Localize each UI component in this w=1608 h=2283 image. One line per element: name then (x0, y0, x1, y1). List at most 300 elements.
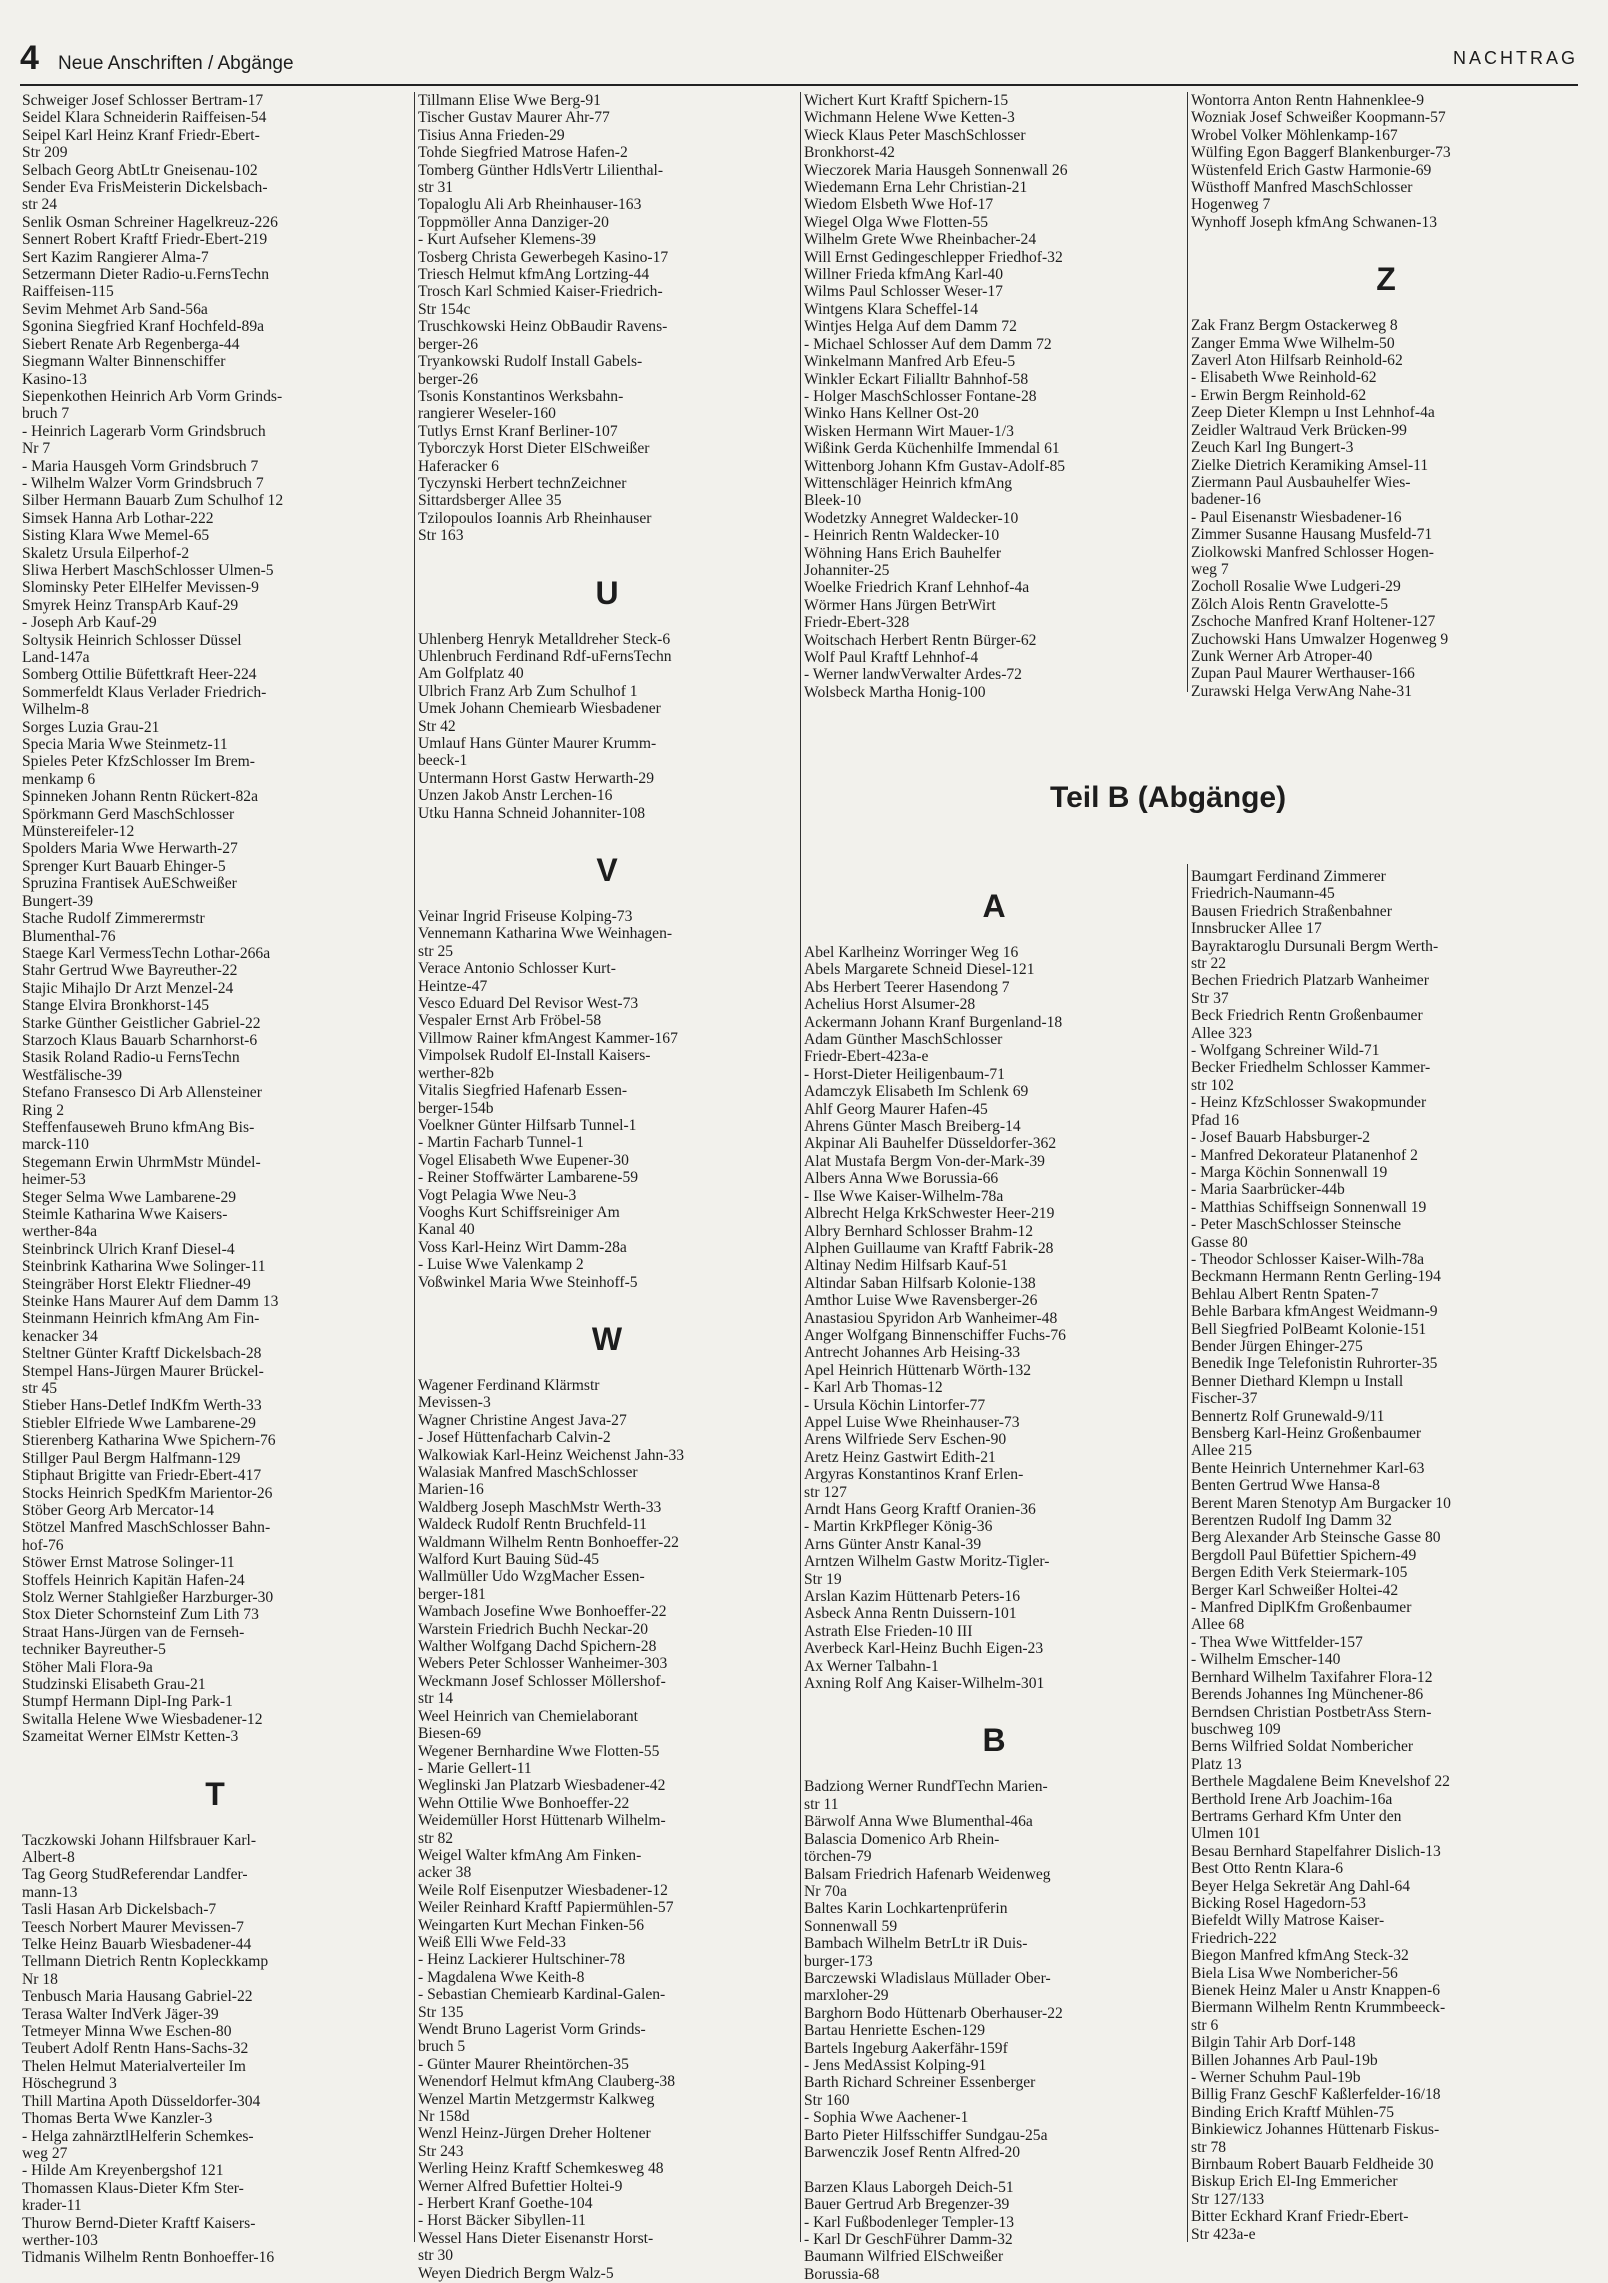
directory-entry: Setzermann Dieter Radio-u.FernsTechn (22, 266, 270, 284)
directory-entry: Blumenthal-76 (22, 927, 116, 945)
directory-entry: Wiedemann Erna Lehr Christian-21 (804, 179, 1028, 197)
directory-entry: - Sophia Wwe Aachener-1 (804, 2109, 969, 2127)
directory-entry: str 82 (418, 1829, 454, 1847)
directory-entry: Baumann Wilfried ElSchweißer (804, 2248, 1004, 2266)
directory-entry: Pfad 16 (1191, 1111, 1240, 1129)
directory-entry: Bausen Friedrich Straßenbahner (1191, 902, 1392, 920)
directory-entry: Arntzen Wilhelm Gastw Moritz-Tigler- (804, 1553, 1050, 1571)
directory-entry: Ahrens Günter Masch Breiberg-14 (804, 1118, 1021, 1136)
directory-entry: Ziermann Paul Ausbauhelfer Wies- (1191, 473, 1411, 491)
directory-entry: - Karl Fußbodenleger Templer-13 (804, 2213, 1015, 2231)
directory-entry: Wynhoff Joseph kfmAng Schwanen-13 (1191, 213, 1438, 231)
directory-entry: Ziolkowski Manfred Schlosser Hogen- (1191, 543, 1434, 561)
directory-entry: Stoffels Heinrich Kapitän Hafen-24 (22, 1571, 245, 1589)
directory-entry: Stolz Werner Stahlgießer Harzburger-30 (22, 1588, 274, 1606)
directory-entry: Billig Franz GeschF Kaßlerfelder-16/18 (1191, 2086, 1441, 2104)
directory-entry: Webers Peter Schlosser Wanheimer-303 (418, 1655, 668, 1673)
letter-heading: U (595, 574, 619, 611)
directory-entry: Silber Hermann Bauarb Zum Schulhof 12 (22, 492, 284, 510)
letter-heading: W (591, 1320, 623, 1357)
directory-entry: Szameitat Werner ElMstr Ketten-3 (22, 1728, 239, 1746)
directory-entry: Balsam Friedrich Hafenarb Weidenweg (804, 1865, 1051, 1883)
page-header (20, 38, 1578, 86)
directory-entry: - Ilse Wwe Kaiser-Wilhelm-78a (804, 1187, 1004, 1205)
directory-entry: - Horst-Dieter Heiligenbaum-71 (804, 1065, 1005, 1083)
directory-entry: - Josef Hüttenfacharb Calvin-2 (418, 1429, 611, 1447)
directory-entry: Steimle Katharina Wwe Kaisers- (22, 1206, 228, 1223)
directory-entry: Sonnenwall 59 (804, 1917, 898, 1935)
directory-entry: Werner Alfred Bufettier Holtei-9 (418, 2177, 623, 2195)
directory-entry: Bennertz Rolf Grunewald-9/11 (1191, 1407, 1385, 1425)
directory-entry: - Elisabeth Wwe Reinhold-62 (1191, 369, 1377, 387)
directory-entry: Stillger Paul Bergm Halfmann-129 (22, 1449, 241, 1467)
directory-entry: Wallmüller Udo WzgMacher Essen- (418, 1568, 645, 1586)
directory-entry: Werling Heinz Kraftf Schemkesweg 48 (418, 2160, 664, 2178)
directory-entry: Straat Hans-Jürgen van de Fernseh- (22, 1623, 245, 1641)
directory-entry: Unzen Jakob Anstr Lerchen-16 (418, 787, 613, 805)
directory-entry: - Horst Bäcker Sibyllen-11 (418, 2212, 586, 2230)
directory-entry: Untermann Horst Gastw Herwarth-29 (418, 769, 655, 787)
directory-entry: Wichmann Helene Wwe Ketten-3 (804, 109, 1015, 127)
directory-entry: Spinneken Johann Rentn Rückert-82a (22, 788, 259, 806)
directory-entry: - Heinrich Rentn Waldecker-10 (804, 527, 1000, 545)
directory-entry: krader-11 (22, 2197, 82, 2215)
directory-entry: Baumgart Ferdinand Zimmerer (1191, 868, 1386, 885)
directory-entry: - Reiner Stoffwärter Lambarene-59 (418, 1169, 639, 1187)
directory-entry: Bilgin Tahir Arb Dorf-148 (1191, 2034, 1356, 2052)
directory-entry: Stumpf Hermann Dipl-Ing Park-1 (22, 1693, 233, 1711)
directory-entry: Spieles Peter KfzSchlosser Im Brem- (22, 753, 255, 771)
directory-entry: Westfälische-39 (22, 1066, 123, 1084)
directory-entry: Zunk Werner Arb Atroper-40 (1191, 647, 1373, 665)
directory-entry: Veinar Ingrid Friseuse Kolping-73 (418, 908, 633, 926)
directory-entry: Binkiewicz Johannes Hüttenarb Fiskus- (1191, 2121, 1440, 2139)
directory-entry: Thurow Bernd-Dieter Kraftf Kaisers- (22, 2214, 256, 2232)
directory-entry: str 14 (418, 1690, 454, 1708)
directory-entry: Wehn Ottilie Wwe Bonhoeffer-22 (418, 1794, 630, 1812)
directory-entry: Sorges Luzia Grau-21 (22, 718, 160, 736)
directory-entry: Sgonina Siegfried Kranf Hochfeld-89a (22, 318, 265, 336)
directory-entry: werther-103 (22, 2231, 98, 2249)
directory-entry: Tidmanis Wilhelm Rentn Bonhoeffer-16 (22, 2249, 275, 2267)
directory-entry: Ahlf Georg Maurer Hafen-45 (804, 1100, 988, 1118)
directory-entry: Triesch Helmut kfmAng Lortzing-44 (418, 266, 650, 284)
directory-entry: - Joseph Arb Kauf-29 (22, 614, 157, 632)
directory-entry: Uhlenbruch Ferdinand Rdf-uFernsTechn (418, 647, 672, 665)
directory-entry: Steingräber Horst Elektr Fliedner-49 (22, 1275, 251, 1293)
directory-entry: Tyczynski Herbert technZeichner (418, 474, 627, 492)
directory-entry: Zuchowski Hans Umwalzer Hogenweg 9 (1191, 630, 1449, 648)
directory-entry: - Erwin Bergm Reinhold-62 (1191, 386, 1367, 404)
directory-entry: Barto Pieter Hilfsschiffer Sundgau-25a (804, 2126, 1048, 2144)
directory-entry: Barzen Klaus Laborgeh Deich-51 (804, 2178, 1014, 2196)
directory-entry: Smyrek Heinz TranspArb Kauf-29 (22, 596, 239, 614)
directory-entry: Slominsky Peter ElHelfer Mevissen-9 (22, 579, 259, 597)
directory-entry: Tzilopoulos Ioannis Arb Rheinhauser (418, 509, 652, 527)
directory-entry: Berentzen Rudolf Ing Damm 32 (1191, 1512, 1392, 1530)
directory-entry: Arns Günter Anstr Kanal-39 (804, 1535, 982, 1553)
directory-entry: heimer-53 (22, 1171, 86, 1189)
directory-entry: Voßwinkel Maria Wwe Steinhoff-5 (418, 1273, 638, 1291)
directory-entry: Wittenborg Johann Kfm Gustav-Adolf-85 (804, 457, 1066, 475)
directory-entry: Berndsen Christian PostbetrAss Stern- (1191, 1703, 1432, 1721)
directory-entry: Wisken Hermann Wirt Mauer-1/3 (804, 422, 1014, 440)
column-3b (804, 858, 1184, 2283)
directory-entry: Biegon Manfred kfmAng Steck-32 (1191, 1947, 1409, 1965)
directory-entry: Beyer Helga Sekretär Ang Dahl-64 (1191, 1877, 1411, 1895)
directory-entry: Wontorra Anton Rentn Hahnenklee-9 (1191, 92, 1425, 109)
directory-entry: Wintgens Klara Scheffel-14 (804, 300, 979, 318)
directory-entry: Bell Siegfried PolBeamt Kolonie-151 (1191, 1320, 1427, 1338)
directory-entry: Benten Gertrud Wwe Hansa-8 (1191, 1477, 1380, 1495)
directory-entry: Voelkner Günter Hilfsarb Tunnel-1 (418, 1116, 637, 1134)
directory-entry: Vooghs Kurt Schiffsreiniger Am (418, 1203, 620, 1221)
directory-entry: Telke Heinz Bauarb Wiesbadener-44 (22, 1936, 252, 1954)
directory-entry: Beckmann Hermann Rentn Gerling-194 (1191, 1268, 1441, 1286)
directory-entry: Ax Werner Talbahn-1 (804, 1657, 939, 1675)
directory-entry: Zeidler Waltraud Verk Brücken-99 (1191, 421, 1407, 439)
directory-entry: Am Golfplatz 40 (418, 665, 524, 683)
directory-entry: - Theodor Schlosser Kaiser-Wilh-78a (1191, 1250, 1425, 1268)
directory-entry: Str 209 (22, 144, 68, 162)
directory-entry: Baltes Karin Lochkartenprüferin (804, 1900, 1008, 1918)
directory-entry: Wieck Klaus Peter MaschSchlosser (804, 126, 1026, 144)
directory-entry: Tryankowski Rudolf Install Gabels- (418, 353, 643, 371)
directory-entry: Albry Bernhard Schlosser Brahm-12 (804, 1222, 1034, 1240)
directory-entry: Bechen Friedrich Platzarb Wanheimer (1191, 972, 1429, 990)
directory-entry: Apel Heinrich Hüttenarb Wörth-132 (804, 1361, 1032, 1379)
directory-entry: Walasiak Manfred MaschSchlosser (418, 1464, 638, 1481)
directory-entry: Berthold Irene Arb Joachim-16a (1191, 1790, 1393, 1808)
directory-entry: Steinmann Heinrich kfmAng Am Fin- (22, 1310, 260, 1328)
directory-entry: berger-26 (418, 370, 479, 388)
directory-entry: Tomberg Günther HdlsVertr Lilienthal- (418, 161, 664, 179)
directory-entry: Zupan Paul Maurer Werthauser-166 (1191, 665, 1415, 683)
directory-entry: Mevissen-3 (418, 1394, 491, 1412)
directory-entry: Albers Anna Wwe Borussia-66 (804, 1170, 999, 1188)
directory-entry: Siepenkothen Heinrich Arb Vorm Grinds- (22, 387, 283, 405)
directory-entry: str 11 (804, 1795, 839, 1813)
directory-entry: Tasli Hasan Arb Dickelsbach-7 (22, 1901, 217, 1919)
directory-entry: Badziong Werner RundfTechn Marien- (804, 1778, 1048, 1796)
directory-entry: Berthele Magdalene Beim Knevelshof 22 (1191, 1773, 1450, 1791)
directory-entry: Wambach Josefine Wwe Bonhoeffer-22 (418, 1603, 667, 1621)
directory-entry: Teubert Adolf Rentn Hans-Sachs-32 (22, 2040, 249, 2058)
directory-entry: Somberg Ottilie Büfettkraft Heer-224 (22, 666, 257, 684)
directory-entry: Wilms Paul Schlosser Weser-17 (804, 283, 1003, 301)
directory-entry: Toppmöller Anna Danziger-20 (418, 213, 609, 231)
directory-entry: Antrecht Johannes Arb Heising-33 (804, 1344, 1021, 1362)
directory-entry: Wegener Bernhardine Wwe Flotten-55 (418, 1742, 660, 1760)
directory-entry: Barghorn Bodo Hüttenarb Oberhauser-22 (804, 2004, 1063, 2022)
directory-entry: Wörmer Hans Jürgen BetrWirt (804, 596, 996, 614)
directory-entry: Str 163 (418, 527, 464, 545)
directory-entry: Bronkhorst-42 (804, 144, 895, 162)
directory-entry: Waldeck Rudolf Rentn Bruchfeld-11 (418, 1516, 647, 1534)
directory-entry: Schweiger Josef Schlosser Bertram-17 (22, 92, 264, 109)
directory-entry: - Matthias Schiffseign Sonnenwall 19 (1191, 1198, 1427, 1216)
directory-entry: - Heinz Lackierer Hultschiner-78 (418, 1951, 626, 1969)
directory-entry: Bartau Henriette Eschen-129 (804, 2022, 985, 2040)
directory-entry: - Wolfgang Schreiner Wild-71 (1191, 1042, 1380, 1060)
directory-entry: Altinay Nedim Hilfsarb Kauf-51 (804, 1257, 1008, 1275)
directory-entry: Stieber Hans-Detlef IndKfm Werth-33 (22, 1397, 262, 1415)
directory-entry: str 24 (22, 196, 58, 214)
directory-entry: Vespaler Ernst Arb Fröbel-58 (418, 1012, 602, 1030)
directory-entry: Zocholl Rosalie Wwe Ludgeri-29 (1191, 578, 1401, 596)
directory-entry: Borussia-68 (804, 2265, 880, 2283)
section-title: Neue Anschriften / Abgänge (58, 53, 294, 74)
directory-entry: Seidel Klara Schneiderin Raiffeisen-54 (22, 109, 267, 127)
directory-entry: Vogt Pelagia Wwe Neu-3 (418, 1186, 577, 1204)
directory-entry: Str 135 (418, 2003, 464, 2021)
directory-entry: Aretz Heinz Gastwirt Edith-21 (804, 1448, 996, 1466)
column-3 (804, 92, 1184, 772)
directory-entry: Bente Heinrich Unternehmer Karl-63 (1191, 1459, 1425, 1477)
directory-entry: Steltner Günter Kraftf Dickelsbach-28 (22, 1345, 262, 1363)
directory-entry: Winkelmann Manfred Arb Efeu-5 (804, 353, 1016, 371)
directory-entry: kenacker 34 (22, 1327, 98, 1345)
directory-entry: Akpinar Ali Bauhelfer Düsseldorfer-362 (804, 1135, 1057, 1153)
directory-entry: - Kurt Aufseher Klemens-39 (418, 231, 596, 249)
directory-entry: - Magdalena Wwe Keith-8 (418, 1968, 585, 1986)
directory-entry: Stache Rudolf Zimmerermstr (22, 910, 205, 928)
directory-entry: Stefano Fransesco Di Arb Allensteiner (22, 1084, 262, 1102)
directory-entry: Wrobel Volker Möhlenkamp-167 (1191, 126, 1398, 144)
directory-entry: Innsbrucker Allee 17 (1191, 920, 1322, 938)
directory-entry: Weel Heinrich van Chemielaborant (418, 1707, 639, 1725)
directory-entry: Str 42 (418, 717, 456, 735)
directory-entry: berger-26 (418, 335, 479, 353)
directory-entry: Staege Karl VermessTechn Lothar-266a (22, 944, 271, 962)
directory-entry: Friedr-Ebert-328 (804, 614, 910, 632)
directory-entry: Wichert Kurt Kraftf Spichern-15 (804, 92, 1009, 109)
directory-entry: Sender Eva FrisMeisterin Dickelsbach- (22, 179, 268, 197)
directory-entry: werther-84a (22, 1223, 98, 1241)
directory-entry: Thomassen Klaus-Dieter Kfm Ster- (22, 2179, 244, 2197)
directory-entry: Umek Johann Chemiearb Wiesbadener (418, 700, 661, 718)
page-number: 4 (20, 39, 39, 77)
directory-entry: Johanniter-25 (804, 561, 890, 579)
directory-entry: Uhlenberg Henryk Metalldreher Steck-6 (418, 630, 671, 648)
directory-entry: törchen-79 (804, 1848, 872, 1866)
directory-entry: Steinbrinck Ulrich Kranf Diesel-4 (22, 1240, 235, 1258)
directory-entry: Alat Mustafa Bergm Von-der-Mark-39 (804, 1152, 1045, 1170)
directory-entry (804, 2161, 1184, 2178)
directory-entry: Str 127/133 (1191, 2190, 1265, 2208)
directory-entry: Steffenfauseweh Bruno kfmAng Bis- (22, 1118, 255, 1136)
directory-entry: - Martin KrkPfleger König-36 (804, 1518, 993, 1536)
directory-entry: Tag Georg StudReferendar Landfer- (22, 1866, 248, 1884)
directory-entry: - Ursula Köchin Lintorfer-77 (804, 1396, 986, 1414)
directory-entry: Anger Wolfgang Binnenschiffer Fuchs-76 (804, 1326, 1066, 1344)
directory-entry: Gasse 80 (1191, 1233, 1248, 1251)
directory-entry: beeck-1 (418, 752, 468, 770)
directory-entry: Sevim Mehmet Arb Sand-56a (22, 300, 208, 318)
column-1 (22, 92, 408, 2267)
directory-entry: Weigel Walter kfmAng Am Finken- (418, 1846, 642, 1864)
directory-entry: Walkowiak Karl-Heinz Weichenst Jahn-33 (418, 1446, 685, 1464)
directory-entry: Sittardsberger Allee 35 (418, 492, 562, 510)
directory-entry: Fischer-37 (1191, 1390, 1258, 1408)
directory-entry: Benner Diethard Klempn u Install (1191, 1372, 1404, 1390)
directory-entry: Alphen Guillaume van Kraftf Fabrik-28 (804, 1239, 1054, 1257)
directory-entry: Will Ernst Gedingeschlepper Friedhof-32 (804, 248, 1063, 266)
directory-entry: Zaverl Aton Hilfsarb Reinhold-62 (1191, 352, 1403, 370)
directory-entry: Best Otto Rentn Klara-6 (1191, 1860, 1344, 1878)
directory-entry: Wodetzky Annegret Waldecker-10 (804, 509, 1019, 527)
header-label: NACHTRAG (1452, 48, 1578, 68)
directory-entry: Weiß Elli Wwe Feld-33 (418, 1933, 566, 1951)
directory-entry: Biermann Wilhelm Rentn Krummbeeck- (1191, 1999, 1446, 2017)
directory-entry: Stox Dieter Schornsteinf Zum Lith 73 (22, 1606, 259, 1624)
directory-entry: Zanger Emma Wwe Wilhelm-50 (1191, 334, 1395, 352)
directory-entry: - Maria Saarbrücker-44b (1191, 1181, 1345, 1199)
directory-entry: Tyborczyk Horst Dieter ElSchweißer (418, 440, 650, 458)
directory-entry: Wagener Ferdinand Klärmstr (418, 1376, 600, 1394)
directory-entry: Thomas Berta Wwe Kanzler-3 (22, 2110, 213, 2128)
directory-entry: Steinke Hans Maurer Auf dem Damm 13 (22, 1293, 279, 1311)
directory-entry: Thill Martina Apoth Düsseldorfer-304 (22, 2092, 261, 2110)
directory-entry: Wenendorf Helmut kfmAng Clauberg-38 (418, 2073, 675, 2091)
directory-entry: Stange Elvira Bronkhorst-145 (22, 997, 210, 1015)
directory-entry: Bambach Wilhelm BetrLtr iR Duis- (804, 1935, 1028, 1953)
letter-heading: A (982, 888, 1006, 924)
directory-entry: Averbeck Karl-Heinz Buchh Eigen-23 (804, 1640, 1044, 1658)
directory-entry: Altindar Saban Hilfsarb Kolonie-138 (804, 1274, 1036, 1292)
directory-entry: Weyen Diedrich Bergm Walz-5 (418, 2264, 614, 2282)
directory-entry: Marien-16 (418, 1481, 484, 1499)
directory-entry: marxloher-29 (804, 1987, 889, 2005)
directory-entry: Skaletz Ursula Eilperhof-2 (22, 544, 190, 562)
directory-entry: str 6 (1191, 2016, 1219, 2034)
directory-entry: Biefeldt Willy Matrose Kaiser- (1191, 1912, 1385, 1930)
directory-entry: Arndt Hans Georg Kraftf Oranien-36 (804, 1501, 1036, 1518)
directory-entry: Walther Wolfgang Dachd Spichern-28 (418, 1638, 657, 1656)
directory-entry: Wenzl Heinz-Jürgen Dreher Holtener (418, 2125, 651, 2143)
column-2 (418, 92, 796, 2282)
directory-entry: - Peter MaschSchlosser Steinsche (1191, 1216, 1402, 1234)
directory-entry: Zschoche Manfred Kranf Holtener-127 (1191, 613, 1436, 631)
directory-entry: Adam Günther MaschSchlosser (804, 1031, 1003, 1049)
directory-entry: Weidemüller Horst Hüttenarb Wilhelm- (418, 1812, 666, 1830)
directory-entry: Str 19 (804, 1570, 842, 1588)
directory-entry: Bergen Edith Verk Steiermark-105 (1191, 1564, 1408, 1582)
directory-entry: Wendt Bruno Lagerist Vorm Grinds- (418, 2021, 646, 2038)
directory-entry: Wolsbeck Martha Honig-100 (804, 683, 986, 701)
directory-entry: Stajic Mihajlo Dr Arzt Menzel-24 (22, 979, 234, 997)
directory-entry: Land-147a (22, 649, 90, 666)
directory-entry: Haferacker 6 (418, 457, 499, 475)
directory-entry: Woitschach Herbert Rentn Bürger-62 (804, 631, 1037, 649)
directory-entry: acker 38 (418, 1864, 472, 1882)
directory-entry: Berends Johannes Ing Münchener-86 (1191, 1686, 1424, 1704)
directory-entry: bruch 7 (22, 405, 70, 423)
directory-entry: Specia Maria Wwe Steinmetz-11 (22, 736, 228, 754)
directory-entry: Waldmann Wilhelm Rentn Bonhoeffer-22 (418, 1533, 679, 1551)
directory-entry: Wessel Hans Dieter Eisenanstr Horst- (418, 2229, 654, 2247)
directory-entry: Simsek Hanna Arb Lothar-222 (22, 509, 214, 527)
column-rule (800, 92, 801, 2242)
directory-entry: Ulbrich Franz Arb Zum Schulhof 1 (418, 682, 638, 700)
directory-entry: Zeep Dieter Klempn u Inst Lehnhof-4a (1191, 404, 1435, 422)
letter-heading: B (982, 1722, 1006, 1759)
directory-entry: Topaloglu Ali Arb Rheinhauser-163 (418, 196, 642, 214)
directory-entry: Behle Barbara kfmAngest Weidmann-9 (1191, 1303, 1438, 1321)
directory-entry: Allee 68 (1191, 1616, 1245, 1634)
directory-entry: - Marga Köchin Sonnenwall 19 (1191, 1163, 1388, 1181)
directory-entry: Waldberg Joseph MaschMstr Werth-33 (418, 1498, 662, 1516)
directory-entry: Starke Günther Geistlicher Gabriel-22 (22, 1014, 261, 1032)
directory-entry: Barwenczik Josef Rentn Alfred-20 (804, 2144, 1021, 2161)
directory-entry: Wagner Christine Angest Java-27 (418, 1411, 627, 1429)
directory-entry: Astrath Else Frieden-10 III (804, 1622, 973, 1640)
directory-entry: berger-154b (418, 1099, 494, 1117)
directory-entry: Wöhning Hans Erich Bauhelfer (804, 544, 1002, 562)
directory-entry: Binding Erich Kraftf Mühlen-75 (1191, 2103, 1395, 2121)
directory-entry: Spörkmann Gerd MaschSchlosser (22, 805, 235, 823)
directory-entry: Barczewski Wladislaus Müllader Ober- (804, 1969, 1051, 1987)
letter-heading: Z (1376, 261, 1396, 298)
directory-entry: Str 243 (418, 2142, 464, 2160)
directory-entry: Berent Maren Stenotyp Am Burgacker 10 (1191, 1494, 1451, 1512)
directory-entry: Amthor Luise Wwe Ravensberger-26 (804, 1292, 1038, 1310)
directory-entry: Birnbaum Robert Bauarb Feldheide 30 (1191, 2156, 1434, 2174)
directory-entry: Barth Richard Schreiner Essenberger (804, 2074, 1036, 2092)
directory-entry: Zimmer Susanne Hausang Musfeld-71 (1191, 526, 1433, 544)
directory-entry: Sert Kazim Rangierer Alma-7 (22, 248, 209, 266)
directory-entry: - Manfred Dekorateur Platanenhof 2 (1191, 1146, 1418, 1164)
directory-entry: Albert-8 (22, 1849, 75, 1866)
directory-entry: Stiphaut Brigitte van Friedr-Ebert-417 (22, 1467, 262, 1485)
directory-entry: Sliwa Herbert MaschSchlosser Ulmen-5 (22, 561, 274, 579)
directory-entry: badener-16 (1191, 491, 1261, 509)
directory-entry: Weiler Reinhard Kraftf Papiermühlen-57 (418, 1899, 674, 1917)
directory-entry: Str 154c (418, 300, 471, 318)
directory-entry: berger-181 (418, 1585, 486, 1603)
directory-entry: Adamczyk Elisabeth Im Schlenk 69 (804, 1083, 1029, 1101)
directory-entry: Taczkowski Johann Hilfsbrauer Karl- (22, 1831, 257, 1849)
letter-heading: T (205, 1775, 225, 1812)
directory-entry: Ackermann Johann Kranf Burgenland-18 (804, 1013, 1063, 1031)
directory-entry: Tisius Anna Frieden-29 (418, 126, 565, 144)
directory-entry: Tellmann Dietrich Rentn Kopleckkamp (22, 1953, 269, 1971)
directory-entry: Winkler Eckart Filialltr Bahnhof-58 (804, 370, 1029, 388)
directory-entry: - Werner Schuhm Paul-19b (1191, 2069, 1361, 2087)
directory-entry: Wülfing Egon Baggerf Blankenburger-73 (1191, 144, 1451, 162)
directory-entry: Abs Herbert Teerer Hasendong 7 (804, 978, 1010, 996)
directory-entry: Sprenger Kurt Bauarb Ehinger-5 (22, 857, 226, 875)
directory-entry: Benedik Inge Telefonistin Ruhrorter-35 (1191, 1355, 1438, 1373)
directory-entry: Stempel Hans-Jürgen Maurer Brückel- (22, 1362, 264, 1380)
directory-entry: Bitter Eckhard Kranf Friedr-Ebert- (1191, 2208, 1409, 2226)
directory-entry: Selbach Georg AbtLtr Gneisenau-102 (22, 161, 258, 179)
directory-entry: Besau Bernhard Stapelfahrer Dislich-13 (1191, 1842, 1441, 1860)
directory-entry: Friedrich-Naumann-45 (1191, 885, 1335, 903)
directory-entry: Woelke Friedrich Kranf Lehnhof-4a (804, 579, 1030, 597)
directory-entry: Tetmeyer Minna Wwe Eschen-80 (22, 2023, 232, 2041)
directory-entry: Berns Wilfried Soldat Nombericher (1191, 1738, 1414, 1756)
directory-entry: Stöher Mali Flora-9a (22, 1658, 153, 1676)
directory-entry: Stasik Roland Radio-u FernsTechn (22, 1049, 240, 1067)
directory-entry: - Jens MedAssist Kolping-91 (804, 2056, 987, 2074)
directory-entry: - Heinz KfzSchlosser Swakopmunder (1191, 1094, 1427, 1112)
directory-entry: Hogenweg 7 (1191, 196, 1271, 214)
directory-entry: Stahr Gertrud Wwe Bayreuther-22 (22, 962, 238, 980)
directory-entry: Bergdoll Paul Büfettier Spichern-49 (1191, 1546, 1417, 1564)
directory-entry: Tillmann Elise Wwe Berg-91 (418, 92, 601, 109)
directory-entry: Tosberg Christa Gewerbegeh Kasino-17 (418, 248, 669, 266)
